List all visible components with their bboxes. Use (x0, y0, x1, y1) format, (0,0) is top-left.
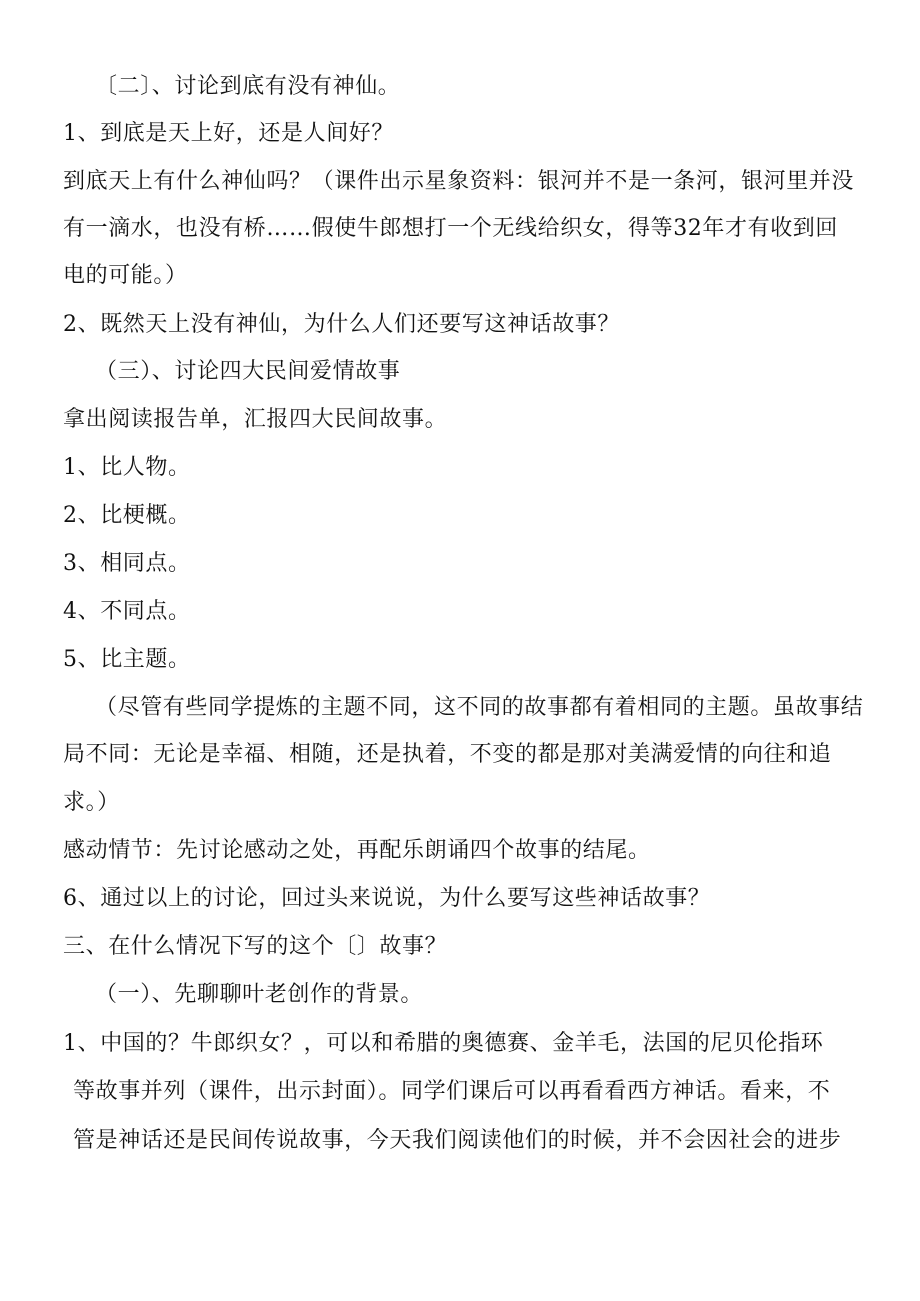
paragraph-line: 局不同：无论是幸福、相随，还是执着，不变的都是那对美满爱情的向往和追 (63, 742, 832, 767)
question-line: 1、到底是天上好，还是人间好？ (63, 121, 394, 146)
section-heading: （三）、讨论四大民间爱情故事 (95, 359, 401, 384)
question-line: 6、通过以上的讨论，回过头来说说，为什么要写这些神话故事？ (63, 886, 711, 911)
list-item: 4、不同点。 (63, 599, 191, 624)
paragraph-line: （尽管有些同学提炼的主题不同，这不同的故事都有着相同的主题。虽故事结 (95, 695, 864, 720)
section-heading: 三、在什么情况下写的这个〔〕故事？ (63, 934, 448, 959)
paragraph-line: 感动情节：先讨论感动之处，再配乐朗诵四个故事的结尾。 (63, 838, 651, 863)
list-item: 1、比人物。 (63, 455, 191, 480)
section-heading: （一）、先聊聊叶老创作的背景。 (95, 982, 424, 1007)
paragraph-line: 电的可能。） (63, 263, 188, 288)
section-heading: 〔二〕、讨论到底有没有神仙。 (95, 74, 401, 99)
paragraph-line: 1、中国的？牛郎织女？，可以和希腊的奥德赛、金羊毛，法国的尼贝伦指环 (63, 1031, 824, 1056)
list-item: 5、比主题。 (63, 647, 191, 672)
paragraph-line: 有一滴水，也没有桥……假使牛郎想打一个无线给织女，得等32年才有收到回 (63, 216, 838, 241)
paragraph-line: 管是神话还是民间传说故事，今天我们阅读他们的时候，并不会因社会的进步 (73, 1128, 842, 1153)
question-line: 2、既然天上没有神仙，为什么人们还要写这神话故事？ (63, 312, 620, 337)
list-item: 3、相同点。 (63, 551, 191, 576)
paragraph-line: 拿出阅读报告单，汇报四大民间故事。 (63, 407, 448, 432)
paragraph-line: 等故事并列（课件，出示封面）。同学们课后可以再看看西方神话。看来，不 (73, 1079, 831, 1104)
paragraph-line: 到底天上有什么神仙吗？（课件出示星象资料：银河并不是一条河，银河里并没 (63, 169, 855, 194)
paragraph-line: 求。） (63, 790, 120, 815)
list-item: 2、比梗概。 (63, 503, 191, 528)
